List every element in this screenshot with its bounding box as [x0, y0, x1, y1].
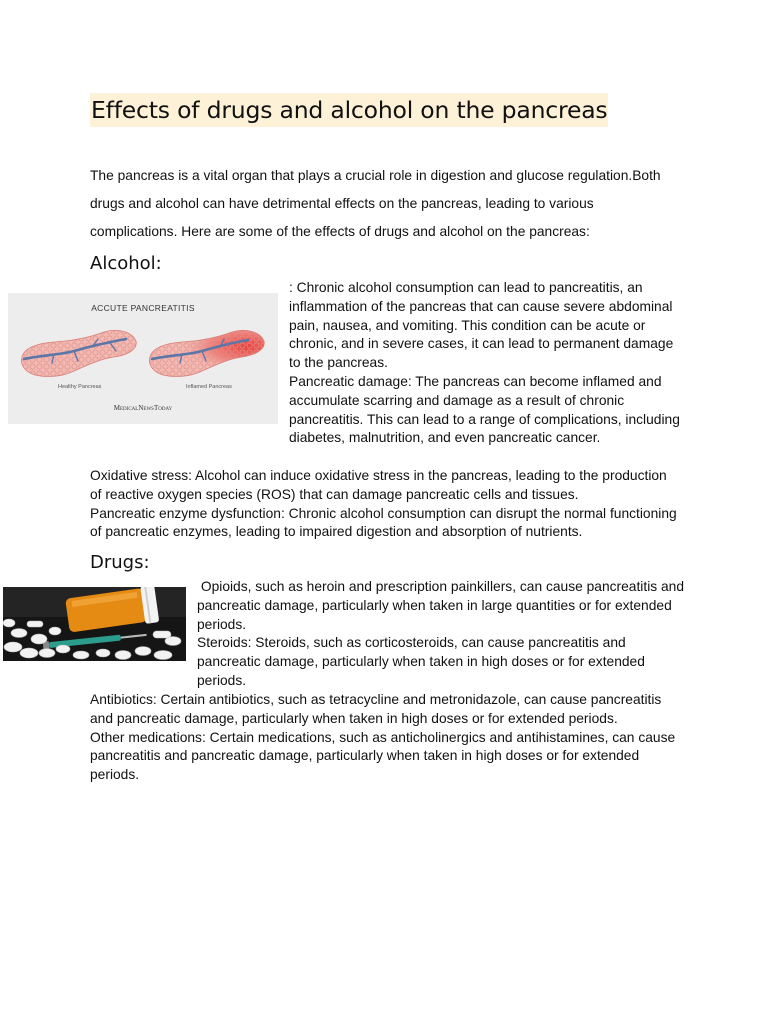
alcohol-side-text [289, 279, 684, 448]
pills-photo [3, 587, 186, 661]
oxidative-stress-paragraph: Oxidative stress: Alcohol can induce oxidative stress in the pancreas, leading to the production of reactive oxygen species (ROS) that can damage pancreatic cells and tissues. [90, 468, 667, 502]
antibiotics-paragraph: Antibiotics: Certain antibiotics, such as tetracycline and metronidazole, can cause pancreatitis and pancreatic damage, particularly when taken in high doses or for extended periods. [90, 692, 662, 726]
pills-drawing [3, 587, 186, 661]
other-medications-paragraph: Other medications: Certain medications, such as anticholinergics and antihistamines, can cause pancreatitis and pancreatic damage, particularly when taken in high doses or for extended periods. [90, 729, 676, 783]
enzyme-dysfunction-paragraph: Pancreatic enzyme dysfunction: Chronic alcohol consumption can disrupt the normal functioning of pancreatic enzymes, leading to impaired digestion and absorption of nutrients. [90, 505, 677, 540]
page-title: Effects of drugs and alcohol on the pancreas [90, 93, 608, 127]
alcohol-heading: Alcohol: [90, 253, 162, 274]
drugs-full-text [90, 691, 685, 785]
healthy-pancreas [21, 330, 136, 376]
steroids-paragraph: Steroids: Steroids, such as corticosteroids, can cause pancreatitis and pancreatic damage, particularly when taken in high doses or for extended periods. [197, 635, 645, 688]
opioids-paragraph: Opioids, such as heroin and prescription painkillers, can cause pancreatitis and pancreatic damage, particularly when taken in large quantities or for extended periods. [197, 579, 688, 632]
pancreatic-damage-paragraph: Pancreatic damage: The pancreas can become inflamed and accumulate scarring and damage as a result of chronic pancreatitis. This can lead to a range of complications, including diabetes, malnutrition, and even pancreatic cancer. [289, 373, 680, 446]
inflamed-pancreas-caption: Inflamed Pancreas [186, 384, 232, 390]
inflamed-pancreas [149, 330, 264, 376]
alcohol-full-text [90, 467, 682, 542]
healthy-pancreas-caption: Healthy Pancreas [58, 384, 102, 390]
medical-news-today-logo: MedicalNewsToday [113, 404, 173, 412]
pancreatitis-illustration [8, 293, 278, 424]
drugs-heading: Drugs: [90, 552, 150, 573]
drugs-side-text [197, 578, 688, 691]
pancreatitis-paragraph: : Chronic alcohol consumption can lead to pancreatitis, an inflammation of the pancreas that can cause severe abdominal pain, nausea, and vomiting. This condition can be acute or chronic, and in severe cases, it can lead to permanent damage to the pancreas. [289, 280, 674, 371]
pancreas-drawings [8, 321, 278, 383]
illustration-title: ACCUTE PANCREATITIS [91, 303, 195, 313]
intro-paragraph: The pancreas is a vital organ that plays a crucial role in digestion and glucose regulation.Both drugs and alcohol can have detrimental effects on the pancreas, leading to various complications. Here are some of the effects of drugs and alcohol on the pancreas: [90, 168, 661, 239]
